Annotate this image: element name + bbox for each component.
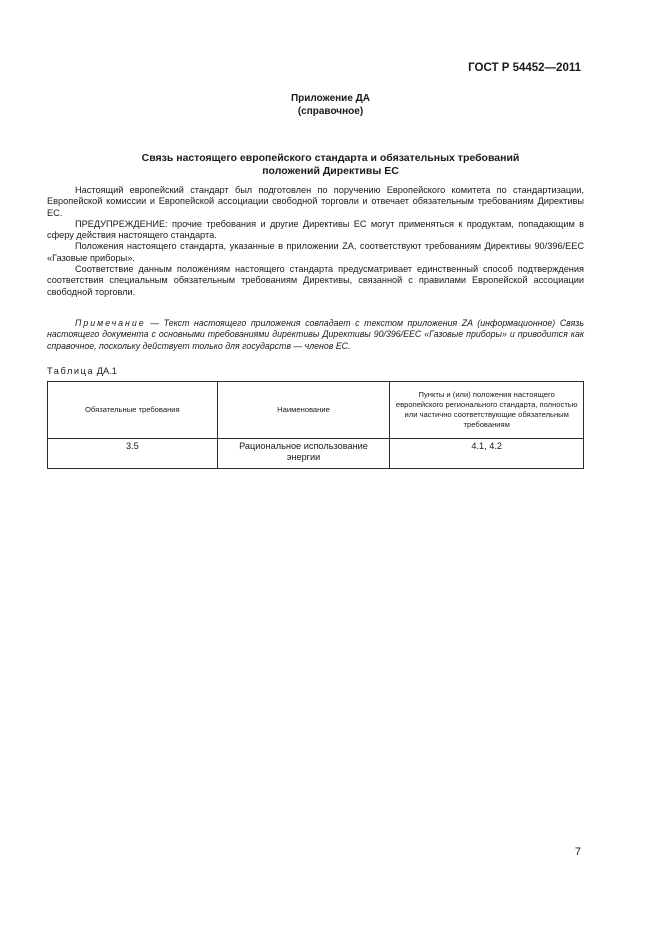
section-heading-line-2: положений Директивы ЕС — [262, 165, 399, 177]
table-cell: 4.1, 4.2 — [390, 439, 584, 469]
section-heading-line-1: Связь настоящего европейского стандарта и обязательных требований — [141, 152, 520, 164]
paragraph: Положения настоящего стандарта, указанные в приложении ZA, соответствуют требованиям Директивы 90/396/EEC «Газовые приборы». — [47, 241, 584, 263]
requirements-table — [47, 381, 584, 469]
body-text — [47, 185, 584, 298]
paragraph: Настоящий европейский стандарт был подготовлен по поручению Европейского комитета по стандартизации, Европейской комиссии и Европейской ассоциации свободной торговли и отвечает обязательным требованиям Директивы ЕС. — [47, 185, 584, 218]
note — [47, 318, 584, 352]
table-row — [48, 439, 584, 469]
annex-subtitle: (справочное) — [297, 106, 364, 117]
section-heading — [0, 152, 661, 178]
note-text: — Текст настоящего приложения совпадает с текстом приложения ZA (информационное) Связь настоящего документа с основными требованиями директивы Директивы 90/396/EEC «Газовые приборы» и приводится как справочное, поскольку действует только для государств — членов ЕС. — [47, 318, 584, 351]
annex-title-line: Приложение ДА — [290, 93, 371, 104]
document-code: ГОСТ Р 54452—2011 — [468, 62, 581, 74]
table-header-cell: Пункты и (или) положения настоящего европейского регионального стандарта, полностью или частично соответствующие обязательным требованиям — [390, 382, 584, 439]
table-header-row — [48, 382, 584, 439]
table-label — [47, 366, 117, 376]
paragraph: Соответствие данным положениям настоящего стандарта предусматривает единственный способ подтверждения соответствия специальным обязательным требованиям Директивы, связанной с правилами Европейской ассоциации свободной торговли. — [47, 264, 584, 297]
table-label-number: ДА.1 — [94, 366, 117, 376]
table-header-cell: Обязательные требования — [48, 382, 218, 439]
table-cell: 3.5 — [48, 439, 218, 469]
paragraph: ПРЕДУПРЕЖДЕНИЕ: прочие требования и другие Директивы ЕС могут применяться к продуктам, попадающим в сферу действия настоящего стандарта. — [47, 218, 584, 241]
table-header-cell: Наименование — [217, 382, 390, 439]
note-label: Примечание — [75, 318, 146, 328]
page-number: 7 — [574, 846, 581, 858]
annex-title — [0, 92, 661, 118]
table-label-word: Таблица — [47, 366, 95, 376]
table-cell: Рациональное использование энергии — [217, 439, 390, 469]
